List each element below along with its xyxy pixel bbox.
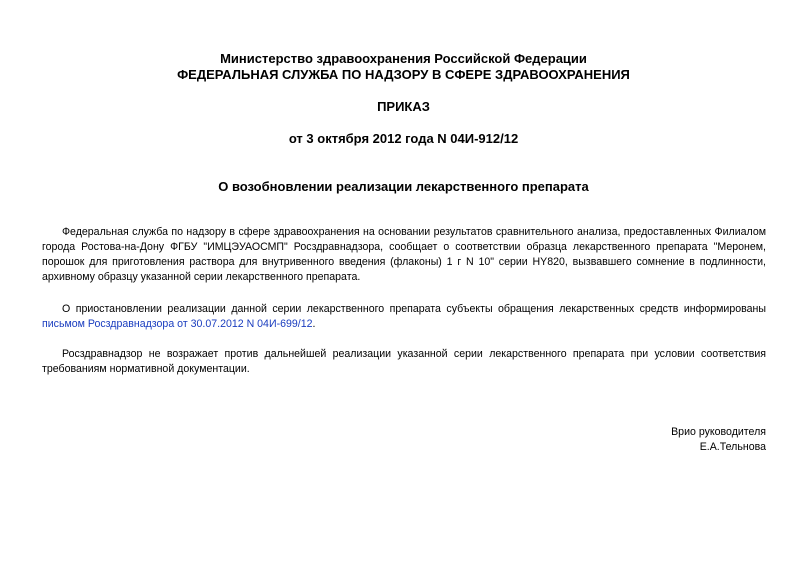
paragraph-1-text: Федеральная служба по надзору в сфере здравоохранения на основании результатов сравнительного анализа, предоставленных Филиалом города Ростова-на-Дону ФГБУ "ИМЦЭУАОСМП" Росздравнадзора, сообщает о соответствии образца лекарственного препарата "Меронем, порошок для приготовления раствора для внутривенного введения (флаконы) 1 г N 10" серии HY820, вызвавшего сомнение в подлинности, архивному образцу указанной серии лекарственного препарата.	[42, 226, 766, 283]
paragraph-2	[42, 302, 766, 332]
ministry-heading: Министерство здравоохранения Российской Федерации	[220, 51, 587, 66]
letter-link[interactable]: письмом Росздравнадзора от 30.07.2012 N 04И-699/12	[42, 318, 313, 330]
signature-name: Е.А.Тельнова	[699, 441, 766, 453]
paragraph-3	[42, 347, 766, 377]
service-heading: ФЕДЕРАЛЬНАЯ СЛУЖБА ПО НАДЗОРУ В СФЕРЕ ЗДРАВООХРАНЕНИЯ	[177, 67, 630, 82]
document-title: О возобновлении реализации лекарственного препарата	[218, 179, 589, 194]
date-number-heading: от 3 октября 2012 года N 04И-912/12	[288, 131, 519, 146]
document-type-heading: ПРИКАЗ	[377, 99, 430, 114]
paragraph-3-text: Росздравнадзор не возражает против дальнейшей реализации указанной серии лекарственного препарата при условии соответствия требованиям нормативной документации.	[42, 348, 766, 375]
paragraph-1	[42, 225, 766, 285]
signature-position: Врио руководителя	[671, 426, 766, 438]
paragraph-2-text: О приостановлении реализации данной серии лекарственного препарата субъекты обращения лекарственных средств информированы	[62, 303, 766, 315]
paragraph-2-end: .	[312, 318, 316, 330]
